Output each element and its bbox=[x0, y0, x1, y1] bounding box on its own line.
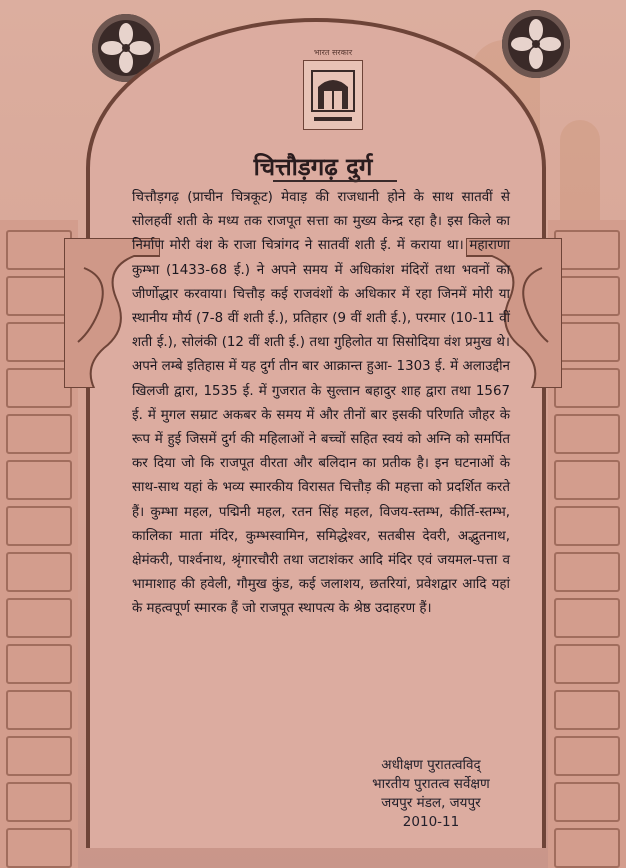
plaque-title: चित्तौड़गढ़ दुर्ग bbox=[253, 153, 373, 181]
signature-date: 2010-11 bbox=[402, 814, 460, 830]
signature-line: भारतीय पुरातत्व सर्वेक्षण bbox=[372, 776, 490, 792]
signature-block bbox=[336, 756, 526, 832]
signature-line: अधीक्षण पुरातत्वविद् bbox=[381, 757, 481, 773]
plaque-body-text: चित्तौड़गढ़ (प्राचीन चित्रकूट) मेवाड़ की राजधानी होने के साथ सातवीं से सोलहवीं शती के मध्य तक राजपूत सत्ता का मुख्य केन्द्र रहा है। इस किले का निर्माण मोरी वंश के राजा चित्रांगद ने सातवीं शती ई. में कराया था। महाराणा कुम्भा (1433-68 ई.) ने अपने समय में अधिकांश मंदिरों तथा भवनों का जीर्णोद्धार करवाया। चित्तौड़ कई राजवंशों के अधिकार में रहा जिनमें मोरी या स्थानीय मौर्य (7-8 वीं शती ई.), प्रतिहार (9 वीं शती ई.), परमार (10-11 वीं शती ई.), सोलंकी (12 वीं शती ई.) तथा गुहिलोत या सिसोदिया वंश प्रमुख थे। अपने लम्बे इतिहास में यह दुर्ग तीन बार आक्रान्त हुआ- 1303 ई. में अलाउद्दीन खिलजी द्वारा, 1535 ई. में गुजरात के सुल्तान बहादुर शाह द्वारा तथा 1567 ई. में मुगल सम्राट अकबर के समय में और तीनों बार इसकी परिणति जौहर के रूप में हुई जिसमें दुर्ग की महिलाओं ने बच्चों सहित स्वयं को अग्नि को समर्पित कर दिया जो कि राजपूत वीरता और बलिदान का प्रतीक है। इन घटनाओं के साथ-साथ यहां के भव्य स्मारकीय विरासत चित्तौड़ की महत्ता को प्रदर्शित करते हैं। कुम्भा महल, पद्मिनी महल, रतन सिंह महल, विजय-स्तम्भ, कीर्ति-स्तम्भ, कालिका माता मंदिर, कुम्भस्वामिन, समिद्धेश्वर, सतबीस देवरी, अद्भुतनाथ, क्षेमंकरी, पार्श्वनाथ, श्रृंगारचौरी तथा जटाशंकर आदि मंदिर एवं जयमल-पत्ता व भामाशाह की हवेली, गौमुख कुंड, कई जलाशय, छतरियां, प्रवेशद्वार आदि यहां के महत्वपूर्ण स्मारक हैं जो राजपूत स्थापत्य के श्रेष्ठ उदाहरण हैं। bbox=[132, 190, 510, 617]
asi-emblem-icon bbox=[303, 48, 363, 130]
rosette-right-icon bbox=[502, 10, 570, 78]
emblem-label: भारत सरकार bbox=[313, 48, 353, 57]
signature-line: जयपुर मंडल, जयपुर bbox=[381, 795, 481, 811]
title-underline bbox=[273, 180, 397, 182]
